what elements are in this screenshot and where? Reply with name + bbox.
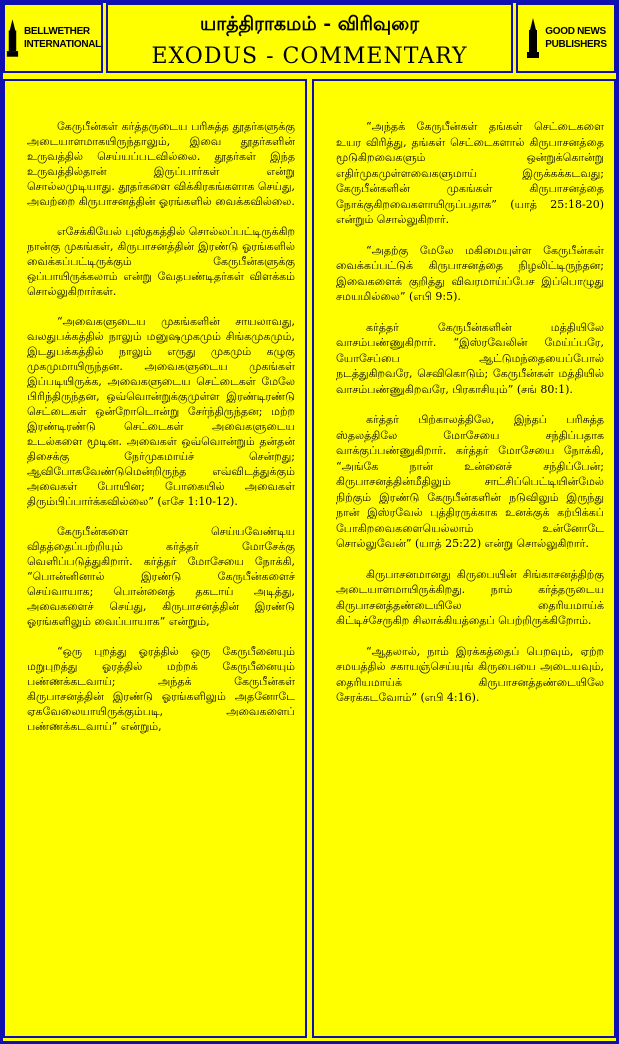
page-header xyxy=(3,3,616,73)
right-logo-line1: GOOD NEWS xyxy=(545,26,606,37)
paragraph: கேருபீன்களை செய்யவேண்டிய விதத்தைப்பற்றியும் கர்த்தர் மோசேக்கு வெளிப்படுத்துகிறார். கர்த்தர் மோசேயை நோக்கி, “பொன்னினால் இரண்டு கேருபீன்களைச் செய்வாயாக; பொன்னைத் தகடாய் அடித்து, அவைகளைச் செய்து, கிருபாசனத்தின் இரண்டு ஓரங்களிலும் வைப்பாயாக” என்றும், xyxy=(27,525,295,628)
tower-icon xyxy=(5,18,20,58)
page-title-english: EXODUS - COMMENTARY xyxy=(151,44,468,69)
paragraph: “அந்தக் கேருபீன்கள் தங்கள் செட்டைகளை உயர விரித்து, தங்கள் செட்டைகளால் கிருபாசனத்தை மூடுகிறவைகளும் ஒன்றுக்கொன்று எதிர்முகமுள்ளவைகளுமாய் இருக்கக்கடவது; கேருபீன்களின் முகங்கள் கிருபாசனத்தை நோக்குகிறவைகளாயிருப்பதாக” (யாத் 25:18-20) என்றும் சொல்லுகிறார். xyxy=(336,120,604,226)
paragraph: கேருபீன்கள் கர்த்தருடைய பரிசுத்த தூதர்களுக்கு அடையாளமாகயிருந்தாலும், இவை தூதர்களின் உருவத்தில் செய்யப்படவில்லை. தூதர்கள் இந்த உருவத்தில்தான் இருப்பார்கள் என்று சொல்லமுடியாது. தூதர்களை விக்கிரகங்களாக செய்து, அவற்றை கிருபாசனத்தின் ஓரங்களில் வைக்கவில்லை. xyxy=(27,120,295,208)
left-logo-line1: BELLWETHER xyxy=(23,26,90,37)
paragraph: எசேக்கியேல் புஸ்தகத்தில் சொல்லப்பட்டிருக்கிற நான்கு முகங்கள், கிருபாசனத்தின் இரண்டு ஓரங்களில் வைக்கப்பட்டிருக்கும் கேருபீன்களுக்கு ஒப்பாயிருக்கலாம் என்று வேதபண்டிதர்கள் விளக்கம் சொல்லுகிறார்கள். xyxy=(27,225,295,298)
paragraph: “அதற்கு மேலே மகிமையுள்ள கேருபீன்கள் வைக்கப்பட்டுக் கிருபாசனத்தை நிழலிட்டிருந்தன; இவைகளைக் குறித்து விவரமாய்ப்பேச இப்பொழுது சமயமில்லை” (எபி 9:5). xyxy=(336,243,604,303)
page-title-tamil: யாத்திராகமம் - விரிவுரை xyxy=(199,13,420,35)
paragraph: “ஒரு புறத்து ஓரத்தில் ஒரு கேருபீனையும் மறுபுறத்து ஓரத்தில் மற்றக் கேருபீனையும் பண்ணக்கடவாய்; அந்தக் கேருபீன்கள் கிருபாசனத்தின் இரண்டு ஓரங்களிலும் அதனோடே ஏகவேலையாயிருக்கும்படி, அவைகளைப் பண்ணக்கடவாய்” என்றும், xyxy=(27,645,295,733)
right-column xyxy=(312,79,616,1038)
left-logo-line2: INTERNATIONAL xyxy=(23,39,101,50)
paragraph: கர்த்தர் பிற்காலத்திலே, இந்தப் பரிசுத்த ஸ்தலத்திலே மோசேயை சந்திப்பதாக வாக்குப்பண்ணுகிறார். கர்த்தர் மோசேயை நோக்கி, “அங்கே நான் உன்னைச் சந்திப்பேன்; கிருபாசனத்தின்மீதிலும் சாட்சிப்பெட்டியின்மேல் நிற்கும் இரண்டு கேருபீன்களின் நடுவிலும் இருந்து நான் இஸ்ரவேல் புத்திரருக்காக உனக்குக் கற்பிக்கப் போகிறவைகளையெல்லாம் உன்னோடே சொல்லுவேன்” (யாத் 25:22) என்று சொல்லுகிறார். xyxy=(336,413,604,550)
paragraph: கர்த்தர் கேருபீன்களின் மத்தியிலே வாசம்பண்ணுகிறார். “இஸ்ரவேலின் மேய்ப்பரே, யோசேப்பை ஆட்டுமந்தையைப்போல் நடத்துகிறவரே, செவிகொடும்; கேருபீன்கள் மத்தியில் வாசம்பண்ணுகிறவரே, பிரகாசியும்” (சங் 80:1). xyxy=(336,320,604,396)
tower-icon xyxy=(525,18,541,58)
good-news-logo xyxy=(516,3,616,73)
bellwether-logo xyxy=(3,3,103,73)
paragraph: “அவைகளுடைய முகங்களின் சாயலாவது, வலதுபக்கத்தில் நாலும் மனுஷமுகமும் சிங்கமுகமும், இடதுபக்கத்தில் நாலும் எருது முகமும் கழுகு முகமுமாயிருந்தன. அவைகளுடைய முகங்கள் இப்படியிருக்க, அவைகளுடைய செட்டைகள் மேலே பிரிந்திருந்தன, ஒவ்வொன்றுக்குமுள்ள இரண்டிரண்டு செட்டைகள் ஒன்றோடொன்று சேர்ந்திருந்தன; மற்ற இரண்டிரண்டு செட்டைகள் அவைகளுடைய உடல்களை மூடின. அவைகள் ஒவ்வொன்றும் தன்தன் திசைக்கு நேர்முகமாய்ச் சென்றது; ஆவிபோகவேண்டுமென்றிருந்த எவ்விடத்துக்கும் அவைகள் போயின; போகையில் அவைகள் திரும்பிப்பார்க்கவில்லை” (எசே 1:10-12). xyxy=(27,315,295,508)
left-column xyxy=(3,79,307,1038)
paragraph: கிருபாசனமானது கிருபையின் சிங்காசனத்திற்கு அடையாளமாயிருக்கிறது. நாம் கர்த்தருடைய கிருபாசனத்தண்டையிலே தைரியமாய்க் கிட்டிச்சேருகிற சிலாக்கியத்தைப் பெற்றிருக்கிறோம். xyxy=(336,567,604,627)
title-box xyxy=(106,3,513,73)
right-logo-line2: PUBLISHERS xyxy=(545,39,607,50)
paragraph: “ஆதலால், நாம் இரக்கத்தைப் பெறவும், ஏற்ற சமயத்தில் சகாயஞ்செய்யுங் கிருபையை அடையவும், தைரியமாய்க் கிருபாசனத்தண்டையிலே சேரக்கடவோம்” (எபி 4:16). xyxy=(336,644,604,704)
